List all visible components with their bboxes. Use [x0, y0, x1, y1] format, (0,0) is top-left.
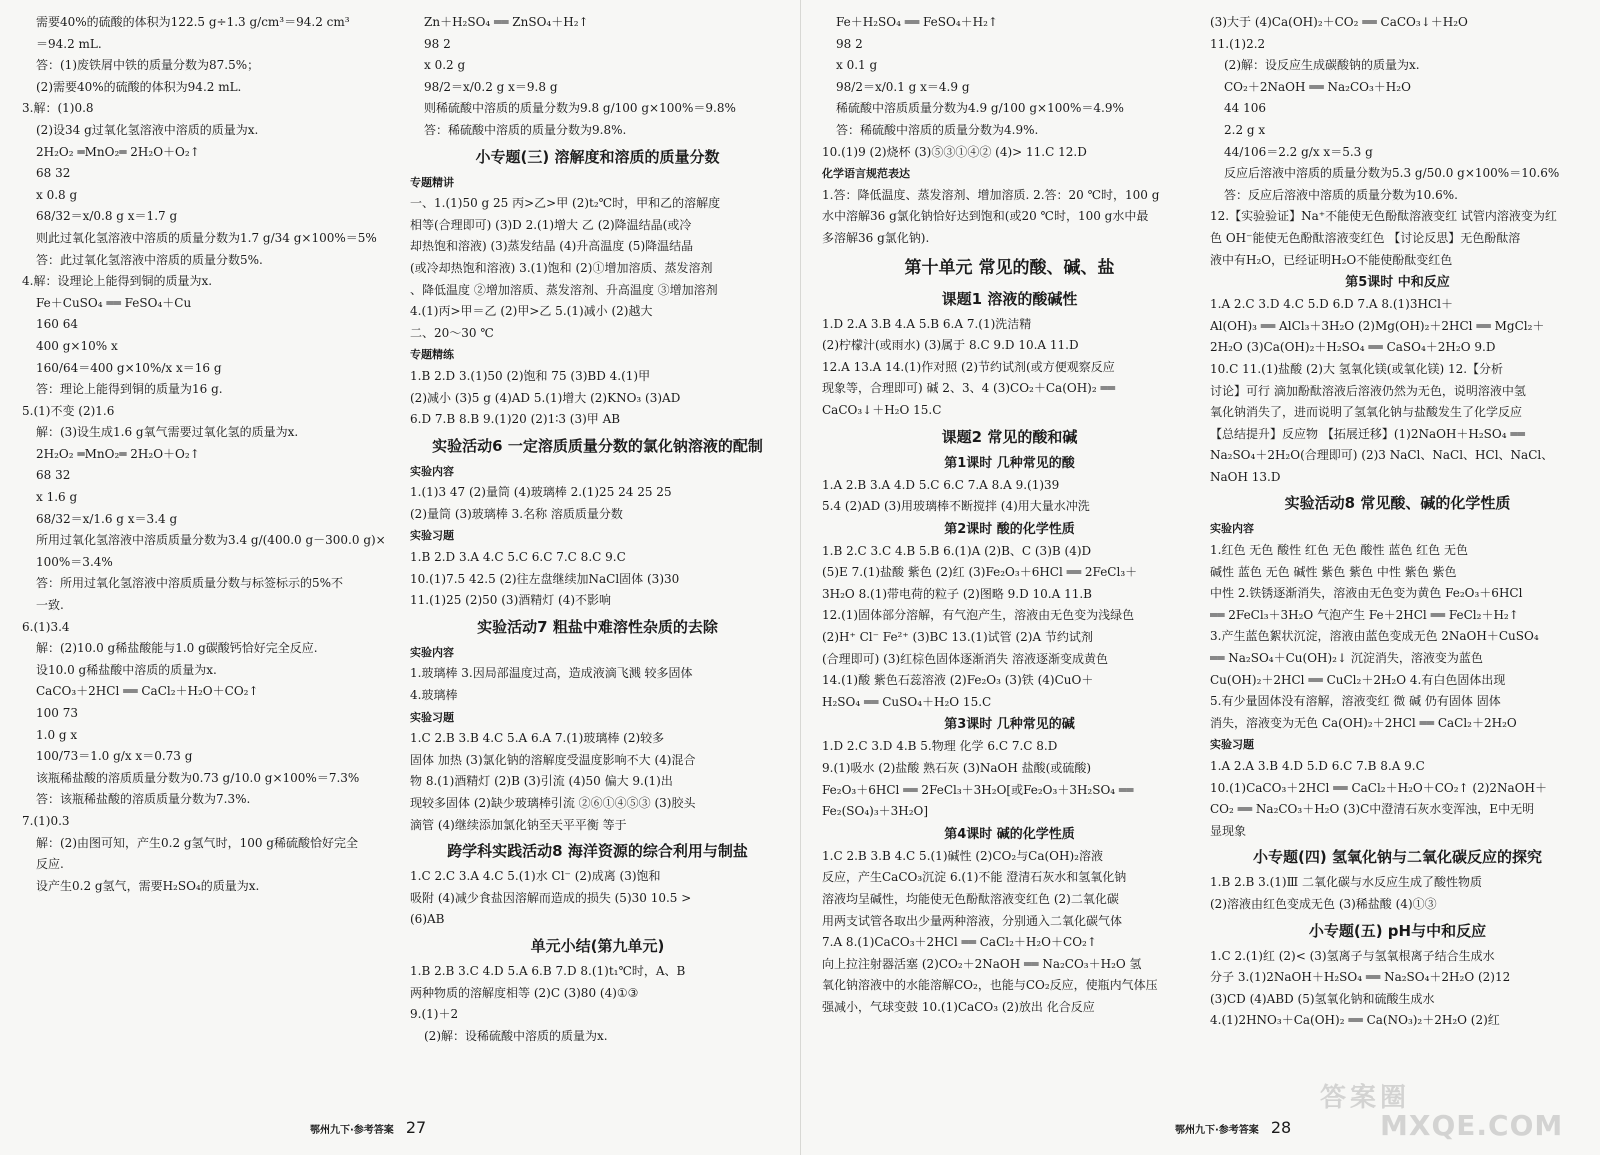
- answer-line: (2)H⁺ Cl⁻ Fe²⁺ (3)BC 13.(1)试管 (2)A 节约试剂: [822, 630, 1093, 645]
- answer-line: 溶液均呈碱性，均能使无色酚酞溶液变红色 (2)二氧化碳: [822, 892, 1119, 906]
- answer-line: 6.(1)3.4: [22, 619, 70, 634]
- answer-line: 98/2＝x/0.1 g x＝4.9 g: [836, 79, 970, 94]
- answer-line: 一致.: [36, 598, 64, 613]
- answer-line: 1.0 g x: [36, 727, 78, 742]
- answer-line: 12.(1)固体部分溶解，有气泡产生，溶液由无色变为浅绿色: [822, 608, 1135, 623]
- answer-line: 稀硫酸中溶质质量分数为4.9 g/100 g×100%＝4.9%: [836, 101, 1124, 116]
- answer-line: 14.(1)酸 紫色石蕊溶液 (2)Fe₂O₃ (3)铁 (4)CuO＋: [822, 673, 1094, 688]
- column-2: [410, 12, 785, 1112]
- answer-line: 【总结提升】反应物 【拓展迁移】(1)2NaOH＋H₂SO₄ ══: [1210, 426, 1525, 441]
- answer-line: 物 8.(1)酒精灯 (2)B (3)引流 (4)50 偏大 9.(1)出: [410, 774, 673, 789]
- answer-line: 400 g×10% x: [36, 338, 118, 353]
- section-heading: 单元小结(第九单元): [530, 936, 665, 955]
- answer-line: Fe₂(SO₄)₃＋3H₂O]: [822, 804, 929, 819]
- answer-line: 2.2 g x: [1224, 122, 1266, 137]
- answer-line: 4.玻璃棒: [410, 688, 458, 703]
- answer-line: 1.C 2.B 3.B 4.C 5.(1)碱性 (2)CO₂与Ca(OH)₂溶液: [822, 848, 1103, 863]
- answer-line: 用两支试管各取出少量两种溶液，分别通入二氧化碳气体: [822, 913, 1123, 928]
- answer-line: 氧化钠消失了，进而说明了氢氧化钠与盐酸发生了化学反应: [1210, 405, 1523, 420]
- answer-line: 二、20～30 ℃: [410, 325, 494, 340]
- right-page: [800, 0, 1600, 1155]
- answer-line: 12.A 13.A 14.(1)作对照 (2)节约试剂(或方便观察反应: [822, 359, 1115, 374]
- answer-line: 5.4 (2)AD (3)用玻璃棒不断搅拌 (4)用大量水冲洗: [822, 499, 1090, 514]
- answer-line: 1.A 2.C 3.D 4.C 5.D 6.D 7.A 8.(1)3HCl＋: [1210, 297, 1453, 312]
- section-heading: 小专题(五) pH与中和反应: [1308, 921, 1487, 940]
- answer-line: 却热饱和溶液) (3)蒸发结晶 (4)升高温度 (5)降温结晶: [410, 239, 694, 254]
- answer-line: 1.C 2.B 3.B 4.C 5.A 6.A 7.(1)玻璃棒 (2)较多: [410, 731, 665, 746]
- answer-line: 一、1.(1)50 g 25 丙>乙>甲 (2)t₂℃时，甲和乙的溶解度: [410, 196, 721, 211]
- answer-line: 则此过氧化氢溶液中溶质的质量分数为1.7 g/34 g×100%＝5%: [36, 230, 377, 245]
- answer-line: 1.B 2.B 3.C 4.D 5.A 6.B 7.D 8.(1)t₁℃时，A、B: [410, 963, 686, 978]
- section-heading: 第4课时 碱的化学性质: [944, 826, 1075, 842]
- answer-line: 固体 加热 (3)氯化钠的溶解度受温度影响不大 (4)混合: [410, 752, 696, 767]
- answer-line: CaCO₃＋2HCl ══ CaCl₂＋H₂O＋CO₂↑: [36, 684, 259, 699]
- answer-line: 68 32: [36, 468, 71, 483]
- section-heading: 实验习题: [1210, 738, 1254, 752]
- section-heading: 第十单元 常见的酸、碱、盐: [904, 257, 1115, 278]
- answer-line: 解：(2)由图可知，产生0.2 g氢气时，100 g稀硫酸恰好完全: [36, 835, 358, 850]
- answer-line: 答：所用过氧化氢溶液中溶质质量分数与标签标示的5%不: [36, 576, 344, 591]
- answer-line: 现较多固体 (2)缺少玻璃棒引流 ②⑥①④⑤③ (3)胶头: [410, 796, 696, 810]
- answer-line: H₂SO₄ ══ CuSO₄＋H₂O 15.C: [822, 694, 992, 709]
- section-heading: 实验活动7 粗盐中难溶性杂质的去除: [477, 617, 718, 636]
- section-heading: 专题精讲: [410, 175, 454, 189]
- answer-line: 7.A 8.(1)CaCO₃＋2HCl ══ CaCl₂＋H₂O＋CO₂↑: [822, 935, 1097, 950]
- section-heading: 第3课时 几种常见的碱: [944, 717, 1075, 733]
- answer-line: 解：(2)10.0 g稀盐酸能与1.0 g碳酸钙恰好完全反应.: [36, 641, 318, 656]
- watermark-logo: 答案圈: [1320, 1083, 1411, 1113]
- answer-line: (3)CD (4)ABD (5)氢氧化钠和硫酸生成水: [1210, 991, 1435, 1006]
- answer-line: 1.A 2.A 3.B 4.D 5.D 6.C 7.B 8.A 9.C: [1210, 759, 1425, 773]
- answer-line: 100 73: [36, 706, 78, 720]
- answer-line: (2)溶液由红色变成无色 (3)稀盐酸 (4)①③: [1210, 896, 1437, 911]
- answer-line: 1.C 2.(1)红 (2)< (3)氢离子与氢氧根离子结合生成水: [1210, 948, 1495, 963]
- answer-line: (2)设34 g过氧化氢溶液中溶质的质量为x.: [36, 122, 259, 137]
- section-heading: 实验习题: [410, 710, 454, 724]
- section-heading: 第1课时 几种常见的酸: [944, 455, 1075, 471]
- answer-line: 68 32: [36, 166, 71, 181]
- answer-line: 98 2: [836, 36, 863, 51]
- answer-line: 该瓶稀盐酸的溶质质量分数为0.73 g/10.0 g×100%＝7.3%: [36, 770, 360, 785]
- answer-line: 6.D 7.B 8.B 9.(1)20 (2)1∶3 (3)甲 AB: [410, 412, 621, 427]
- answer-line: 9.(1)＋2: [410, 1007, 459, 1022]
- answer-line: 讨论】可行 滴加酚酞溶液后溶液仍然为无色，说明溶液中氢: [1210, 383, 1526, 398]
- section-heading: 课题1 溶液的酸碱性: [941, 289, 1078, 308]
- answer-line: 9.(1)吸水 (2)盐酸 熟石灰 (3)NaOH 盐酸(或硫酸): [822, 761, 1092, 776]
- answer-line: 4.解：设理论上能得到铜的质量为x.: [22, 274, 213, 289]
- answer-line: 设产生0.2 g氢气，需要H₂SO₄的质量为x.: [36, 878, 260, 893]
- column-1: [22, 12, 397, 1112]
- answer-line: 吸附 (4)减少食盐因溶解而造成的损失 (5)30 10.5 >: [410, 890, 692, 905]
- section-heading: 实验习题: [410, 529, 454, 543]
- footer-title: 鄂州九下·参考答案: [1175, 1125, 1259, 1136]
- answer-line: (5)E 7.(1)盐酸 紫色 (2)红 (3)Fe₂O₃＋6HCl ══ 2FeCl₃＋: [822, 565, 1138, 580]
- answer-line: 分子 3.(1)2NaOH＋H₂SO₄ ══ Na₂SO₄＋2H₂O (2)12: [1210, 970, 1511, 985]
- answer-line: 现象等，合理即可) 碱 2、3、4 (3)CO₂＋Ca(OH)₂ ══: [822, 381, 1115, 396]
- answer-line: 3H₂O 8.(1)带电荷的粒子 (2)图略 9.D 10.A 11.B: [822, 586, 1092, 601]
- answer-line: 10.C 11.(1)盐酸 (2)大 氢氧化镁(或氧化镁) 12.【分析: [1210, 361, 1504, 376]
- answer-line: 44 106: [1224, 101, 1266, 116]
- answer-line: 1.D 2.A 3.B 4.A 5.B 6.A 7.(1)洗洁精: [822, 316, 1032, 331]
- answer-line: (6)AB: [410, 912, 445, 927]
- answer-line: 相等(合理即可) (3)D 2.(1)增大 乙 (2)降温结晶(或冷: [410, 217, 692, 232]
- footer-title: 鄂州九下·参考答案: [310, 1125, 394, 1136]
- answer-line: 10.(1)9 (2)烧杯 (3)⑤③①④② (4)> 11.C 12.D: [822, 144, 1087, 159]
- answer-line: 消失，溶液变为无色 Ca(OH)₂＋2HCl ══ CaCl₂＋2H₂O: [1210, 715, 1517, 730]
- answer-line: 10.(1)CaCO₃＋2HCl ══ CaCl₂＋H₂O＋CO₂↑ (2)2NaOH＋: [1210, 780, 1548, 795]
- answer-line: 设10.0 g稀盐酸中溶质的质量为x.: [36, 662, 217, 677]
- page-number: 28: [1270, 1118, 1292, 1137]
- column-4: [1210, 12, 1585, 1112]
- answer-line: (3)大于 (4)Ca(OH)₂＋CO₂ ══ CaCO₃↓＋H₂O: [1210, 15, 1468, 29]
- answer-line: Fe＋CuSO₄ ══ FeSO₄＋Cu: [36, 295, 192, 310]
- answer-line: 强减小，气球变鼓 10.(1)CaCO₃ (2)放出 化合反应: [822, 999, 1095, 1014]
- section-heading: 实验活动6 一定溶质质量分数的氯化钠溶液的配制: [432, 436, 763, 455]
- answer-line: 碱性 蓝色 无色 碱性 紫色 紫色 中性 紫色 紫色: [1210, 564, 1457, 579]
- answer-line: ══ 2FeCl₃＋3H₂O 气泡产生 Fe＋2HCl ══ FeCl₂＋H₂↑: [1210, 607, 1519, 622]
- answer-line: 液中有H₂O，已经证明H₂O不能使酚酞变红色: [1210, 252, 1453, 267]
- answer-line: 160/64＝400 g×10%/x x＝16 g: [36, 360, 222, 375]
- answer-line: 答：理论上能得到铜的质量为16 g.: [36, 382, 223, 397]
- answer-line: (2)柠檬汁(或雨水) (3)属于 8.C 9.D 10.A 11.D: [822, 338, 1079, 353]
- answer-line: 答：稀硫酸中溶质的质量分数为4.9%.: [836, 122, 1039, 137]
- answer-line: x 0.1 g: [836, 58, 878, 73]
- answer-line: 多溶解36 g氯化钠).: [822, 230, 930, 245]
- answer-line: 则稀硫酸中溶质的质量分数为9.8 g/100 g×100%＝9.8%: [424, 101, 736, 116]
- answer-line: NaOH 13.D: [1210, 469, 1281, 484]
- answer-line: Fe＋H₂SO₄ ══ FeSO₄＋H₂↑: [836, 15, 998, 29]
- answer-line: 滴管 (4)继续添加氯化钠至天平平衡 等于: [410, 817, 627, 832]
- answer-line: 5.有少量固体没有溶解，溶液变红 微 碱 仍有固体 固体: [1210, 694, 1501, 709]
- answer-line: CO₂＋2NaOH ══ Na₂CO₃＋H₂O: [1224, 79, 1411, 94]
- section-heading: 第5课时 中和反应: [1345, 275, 1450, 291]
- answer-line: 160 64: [36, 317, 78, 332]
- answer-line: Na₂SO₄＋2H₂O(合理即可) (2)3 NaCl、NaCl、HCl、NaCl、: [1210, 448, 1554, 463]
- answer-line: 需要40%的硫酸的体积为122.5 g÷1.3 g/cm³＝94.2 cm³: [36, 15, 350, 29]
- answer-line: (2)需要40%的硫酸的体积为94.2 mL.: [36, 79, 242, 94]
- answer-line: 1.(1)3 47 (2)量筒 (4)玻璃棒 2.(1)25 24 25 25: [410, 485, 672, 500]
- answer-line: 1.D 2.C 3.D 4.B 5.物理 化学 6.C 7.C 8.D: [822, 739, 1058, 754]
- answer-line: 色 OH⁻能使无色酚酞溶液变红色 【讨论反思】无色酚酞溶: [1210, 230, 1521, 245]
- answer-line: 98 2: [424, 36, 451, 51]
- answer-line: 4.(1)2HNO₃＋Ca(OH)₂ ══ Ca(NO₃)₂＋2H₂O (2)红: [1210, 1013, 1500, 1028]
- section-heading: 实验内容: [1210, 522, 1254, 536]
- section-heading: 实验内容: [410, 645, 454, 659]
- answer-line: 11.(1)25 (2)50 (3)酒精灯 (4)不影响: [410, 593, 612, 608]
- answer-line: 12.【实验验证】Na⁺不能使无色酚酞溶液变红 试管内溶液变为红: [1210, 209, 1557, 224]
- answer-line: CO₂ ══ Na₂CO₃＋H₂O (3)C中澄清石灰水变浑浊，E中无明: [1210, 802, 1535, 817]
- section-heading: 小专题(三) 溶解度和溶质的质量分数: [475, 147, 720, 166]
- answer-line: 所用过氧化氢溶液中溶质质量分数为3.4 g/(400.0 g－300.0 g)×: [36, 533, 386, 548]
- answer-line: 答：反应后溶液中溶质的质量分数为10.6%.: [1224, 187, 1458, 202]
- answer-line: x 0.2 g: [424, 58, 466, 73]
- section-heading: 实验内容: [410, 464, 454, 478]
- answer-line: 2H₂O (3)Ca(OH)₂＋H₂SO₄ ══ CaSO₄＋2H₂O 9.D: [1210, 340, 1496, 355]
- page-footer-right: [1175, 1118, 1291, 1137]
- page-footer-left: [310, 1118, 426, 1137]
- answer-line: x 1.6 g: [36, 490, 78, 505]
- answer-line: x 0.8 g: [36, 187, 78, 202]
- answer-line: ══ Na₂SO₄＋Cu(OH)₂↓ 沉淀消失，溶液变为蓝色: [1210, 651, 1483, 666]
- section-heading: 小专题(四) 氢氧化钠与二氧化碳反应的探究: [1253, 848, 1542, 867]
- section-heading: 专题精练: [410, 348, 454, 362]
- answer-line: 2H₂O₂ ═MnO₂═ 2H₂O＋O₂↑: [36, 144, 200, 159]
- page-number: 27: [405, 1118, 427, 1137]
- answer-line: 1.A 2.B 3.A 4.D 5.C 6.C 7.A 8.A 9.(1)39: [822, 477, 1060, 492]
- answer-line: 、降低温度 ②增加溶质、蒸发溶剂、升高温度 ③增加溶剂: [410, 282, 718, 297]
- answer-line: 3.产生蓝色絮状沉淀，溶液由蓝色变成无色 2NaOH＋CuSO₄: [1210, 629, 1539, 644]
- section-heading: 第2课时 酸的化学性质: [944, 521, 1075, 537]
- answer-line: 68/32＝x/1.6 g x＝3.4 g: [36, 511, 178, 526]
- section-heading: 实验活动8 常见酸、碱的化学性质: [1284, 494, 1511, 513]
- answer-line: 1.玻璃棒 3.因局部温度过高，造成液滴飞溅 较多固体: [410, 666, 693, 681]
- section-heading: 课题2 常见的酸和碱: [941, 427, 1078, 446]
- answer-line: 98/2＝x/0.2 g x＝9.8 g: [424, 79, 558, 94]
- answer-line: 反应后溶液中溶质的质量分数为5.3 g/50.0 g×100%＝10.6%: [1224, 166, 1560, 181]
- answer-line: Al(OH)₃ ══ AlCl₃＋3H₂O (2)Mg(OH)₂＋2HCl ══ MgCl₂＋: [1210, 318, 1545, 333]
- answer-line: 68/32＝x/0.8 g x＝1.7 g: [36, 209, 178, 224]
- answer-line: 3.解：(1)0.8: [22, 101, 94, 116]
- answer-line: 44/106＝2.2 g/x x＝5.3 g: [1224, 144, 1373, 159]
- section-heading: 化学语言规范表达: [822, 167, 910, 181]
- answer-line: 1.红色 无色 酸性 红色 无色 酸性 蓝色 红色 无色: [1210, 543, 1468, 558]
- answer-line: 答：该瓶稀盐酸的溶质质量分数为7.3%.: [36, 792, 251, 807]
- answer-line: 1.答：降低温度、蒸发溶剂、增加溶质. 2.答：20 ℃时，100 g: [822, 187, 1160, 202]
- answer-line: Cu(OH)₂＋2HCl ══ CuCl₂＋2H₂O 4.有白色固体出现: [1210, 672, 1506, 687]
- answer-line: 水中溶解36 g氯化钠恰好达到饱和(或20 ℃时，100 g水中最: [822, 209, 1149, 224]
- answer-line: 1.B 2.C 3.C 4.B 5.B 6.(1)A (2)B、C (3)B (4)D: [822, 543, 1092, 558]
- answer-line: 氧化钠溶液中的水能溶解CO₂，也能与CO₂反应，使瓶内气体压: [822, 978, 1158, 993]
- answer-line: 显现象: [1210, 823, 1247, 838]
- answer-line: 7.(1)0.3: [22, 813, 70, 828]
- answer-line: (2)减小 (3)5 g (4)AD 5.(1)增大 (2)KNO₃ (3)AD: [410, 390, 681, 405]
- answer-line: 1.B 2.D 3.A 4.C 5.C 6.C 7.C 8.C 9.C: [410, 550, 626, 565]
- answer-line: (2)量筒 (3)玻璃棒 3.名称 溶质质量分数: [410, 506, 623, 521]
- answer-line: CaCO₃↓＋H₂O 15.C: [822, 402, 942, 417]
- column-3: [822, 12, 1197, 1112]
- answer-line: 1.B 2.B 3.(1)Ⅲ 二氧化碳与水反应生成了酸性物质: [1210, 875, 1482, 890]
- answer-line: 100%＝3.4%: [36, 554, 113, 569]
- answer-line: 1.B 2.D 3.(1)50 (2)饱和 75 (3)BD 4.(1)甲: [410, 368, 651, 383]
- answer-line: 10.(1)7.5 42.5 (2)往左盘继续加NaCl固体 (3)30: [410, 571, 680, 586]
- answer-line: 答：(1)废铁屑中铁的质量分数为87.5%；: [36, 58, 260, 73]
- answer-line: (合理即可) (3)红棕色固体逐渐消失 溶液逐渐变成黄色: [822, 651, 1108, 666]
- answer-line: 两种物质的溶解度相等 (2)C (3)80 (4)①③: [410, 985, 639, 1000]
- answer-line: Fe₂O₃＋6HCl ══ 2FeCl₃＋3H₂O[或Fe₂O₃＋3H₂SO₄ ══: [822, 782, 1134, 797]
- answer-line: 反应，产生CaCO₃沉淀 6.(1)不能 澄清石灰水和氢氧化钠: [822, 870, 1127, 885]
- watermark-text: MXQE.COM: [1380, 1109, 1564, 1142]
- answer-line: 5.(1)不变 (2)1.6: [22, 403, 115, 418]
- answer-line: (或冷却热饱和溶液) 3.(1)饱和 (2)①增加溶质、蒸发溶剂: [410, 260, 713, 275]
- answer-line: 4.(1)丙>甲＝乙 (2)甲>乙 5.(1)减小 (2)越大: [410, 304, 653, 319]
- answer-line: (2)解：设反应生成碳酸钠的质量为x.: [1224, 58, 1420, 73]
- answer-line: Zn＋H₂SO₄ ══ ZnSO₄＋H₂↑: [424, 15, 589, 29]
- answer-line: 答：稀硫酸中溶质的质量分数为9.8%.: [424, 122, 627, 137]
- answer-line: 2H₂O₂ ═MnO₂═ 2H₂O＋O₂↑: [36, 446, 200, 461]
- answer-line: 反应.: [36, 857, 64, 872]
- answer-line: 解：(3)设生成1.6 g氧气需要过氧化氢的质量为x.: [36, 425, 299, 440]
- answer-line: 11.(1)2.2: [1210, 36, 1266, 51]
- answer-line: 1.C 2.C 3.A 4.C 5.(1)水 Cl⁻ (2)成离 (3)饱和: [410, 869, 661, 884]
- answer-line: 中性 2.铁锈逐渐消失，溶液由无色变为黄色 Fe₂O₃＋6HCl: [1210, 586, 1523, 601]
- section-heading: 跨学科实践活动8 海洋资源的综合利用与制盐: [447, 842, 748, 861]
- answer-line: 100/73＝1.0 g/x x＝0.73 g: [36, 749, 193, 764]
- watermark: [1320, 1077, 1570, 1147]
- answer-line: 向上拉注射器活塞 (2)CO₂＋2NaOH ══ Na₂CO₃＋H₂O 氢: [822, 956, 1142, 971]
- answer-line: ＝94.2 mL.: [36, 36, 102, 51]
- answer-line: 答：此过氧化氢溶液中溶质的质量分数5%.: [36, 252, 263, 267]
- answer-line: (2)解：设稀硫酸中溶质的质量为x.: [424, 1028, 608, 1043]
